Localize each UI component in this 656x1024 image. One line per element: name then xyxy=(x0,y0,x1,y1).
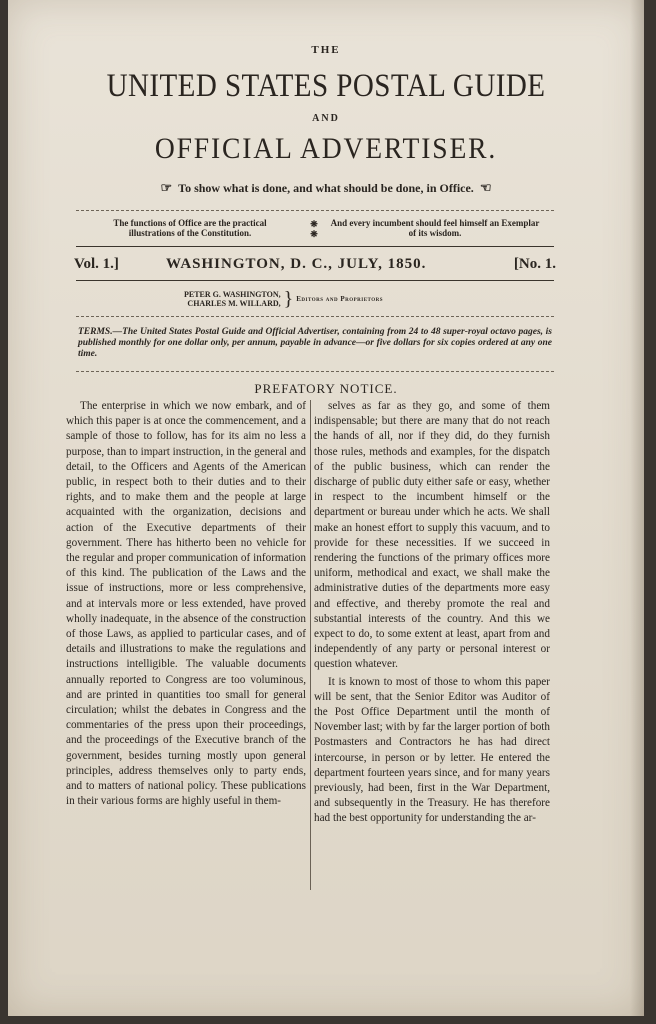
place-date: WASHINGTON, D. C., JULY, 1850. xyxy=(166,256,427,272)
newspaper-page xyxy=(8,0,644,1016)
divider-rule xyxy=(76,280,554,281)
editors-role: Editors and Proprietors xyxy=(296,294,384,303)
divider-rule xyxy=(76,371,554,372)
pointing-hand-right-icon: ☞ xyxy=(160,180,173,195)
notice-column-right xyxy=(314,399,550,827)
pointing-hand-left-icon: ☜ xyxy=(479,180,492,195)
editors-block xyxy=(184,287,384,310)
notice-column-left xyxy=(66,399,306,809)
masthead-subtitle: OFFICIAL ADVERTISER. xyxy=(154,132,498,165)
issue-number: [No. 1. xyxy=(513,256,556,272)
brace-glyph: } xyxy=(283,287,294,310)
masthead-and: AND xyxy=(312,113,340,124)
masthead-motto: To show what is done, and what should be done, in Office. xyxy=(178,181,474,195)
maxim-left: The functions of Office are the practical illustrations of the Constitution. xyxy=(113,218,267,238)
masthead-title: UNITED STATES POSTAL GUIDE xyxy=(106,68,546,104)
column-paragraph: It is known to most of those to whom this paper will be sent, that the Senior Editor was Auditor of the Post Office Department until the month of November last; with by far the larger portion of both Postmasters and Contractors he has had direct intercourse, in person or by letter. He entered the department fourteen years since, and for many years previously, had been, first in the War Department, and subsequently in the Treasury. He has therefore had the best opportunity for understanding the ar- xyxy=(314,675,550,825)
terms-paragraph: TERMS.—The United States Postal Guide and Official Advertiser, containing from 24 to 48 super-royal octavo pages, is published monthly for one dollar only, per annum, payable in advance—or five dollars for six copies ordered at any one time. xyxy=(78,327,552,359)
divider-rule xyxy=(76,210,554,211)
column-paragraph: The enterprise in which we now embark, and of which this paper is at once the commencement, and a sample of those to follow, has for its aim no less a purpose, than to impart instruction, in the general and detail, to the Officers and Agents of the American public, in respect both to their duties and to their rights, and to make them and the people at large acquainted with the organization, decisions and action of the Executive departments of their government. There has hitherto been no vehicle for the regular and proper communication of information of this kind. The publication of the Laws and the issue of instructions, more or less comprehensive, and at intervals more or less extended, have proved wholly inadequate, in the absence of the construction of those Laws, as applied to particular cases, and of details and illustrations to make the regulations and instructions intelligible. The valuable documents annually reported to Congress are too voluminous, and are printed in quantities too small for general circulation; whilst the debates in Congress and the commentaries of the press upon their proceedings, and the proceedings of the Executive branch of the government, besides turning mostly upon general principles, address themselves only to party ends, and to matters of national policy. These publications in their various forms are highly useful in them- xyxy=(66,400,306,808)
divider-rule xyxy=(76,246,554,247)
editor-name: PETER G. WASHINGTON, xyxy=(184,290,281,299)
maxim-separator: ❋ ❋ xyxy=(310,219,318,239)
notice-title: PREFATORY NOTICE. xyxy=(254,381,398,396)
divider-rule xyxy=(76,316,554,317)
maxim-right: And every incumbent should feel himself an Exemplar of its wisdom. xyxy=(330,218,540,238)
editor-names xyxy=(184,290,281,308)
masthead-motto-line xyxy=(8,180,644,196)
column-paragraph: selves as far as they go, and some of them indispensable; but there are many that do not reach the hands of all, nor if they did, do they furnish those rules, methods and examples, for the dispatch of the public business, which can render the discharge of public duty either safe or easy, whether in respect to the incumbent himself or the department or bureau under which he acts. We shall make an honest effort to supply this vacuum, and to provide for these necessities. If we succeed in rendering the functions of the primary offices more uniform, methodical and exact, we shall make the administrative duties of the departments more easy and effective, and thereby promote the real and substantial interests of the country. And this we expect to do, to some extent at least, apart from and independently of any party or personal interest or question whatever. xyxy=(314,400,550,671)
volume-label: Vol. 1.] xyxy=(74,256,119,272)
column-divider xyxy=(310,400,311,890)
paper-edge-shadow xyxy=(630,0,644,1016)
masthead-the: THE xyxy=(311,44,341,56)
editor-name: CHARLES M. WILLARD, xyxy=(187,299,281,308)
